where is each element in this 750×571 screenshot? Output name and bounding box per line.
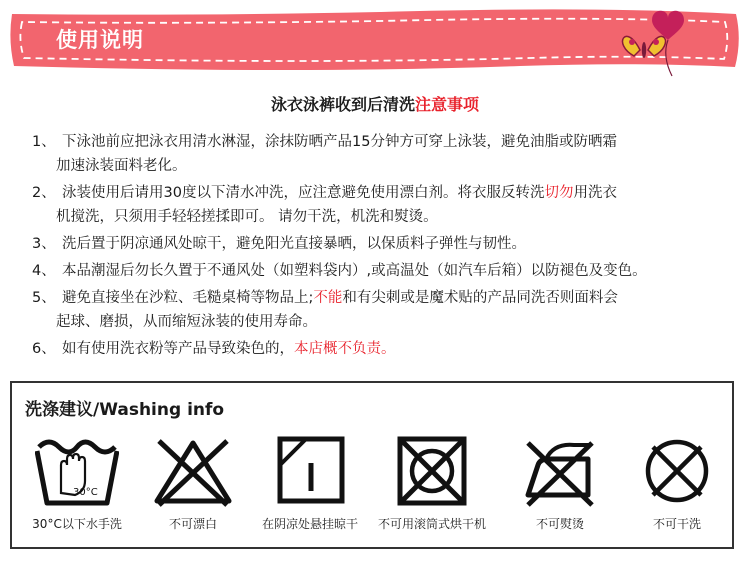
hand-wash-30-icon <box>35 435 119 507</box>
no-iron-icon <box>518 435 602 507</box>
instruction-item-2: 2、 泳装使用后请用30度以下清水冲洗，应注意避免使用漂白剂。将衣服反转洗切勿用洗衣 机搅洗，只须用手轻轻搓揉即可。 请勿干洗，机洗和熨烫。 <box>32 185 617 225</box>
care-item-no-bleach <box>133 435 253 532</box>
care-label-no-bleach: 不可漂白 <box>168 517 217 531</box>
instruction-item-3: 3、 洗后置于阴凉通风处晾干，避免阳光直接暴晒，以保质料子弹性与韧性。 <box>32 236 526 252</box>
instruction-item-5: 5、 避免直接坐在沙粒、毛糙桌椅等物品上;不能和有尖刺或是魔术贴的产品同洗否则面料会 起球、磨损，从而缩短泳装的使用寿命。 <box>32 290 618 330</box>
heading-highlight: 注意事项 <box>415 95 480 114</box>
no-dry-clean-icon <box>635 435 719 507</box>
washing-info-box <box>10 381 734 549</box>
line-dry-shade-icon <box>268 435 352 507</box>
notice-heading <box>0 92 750 115</box>
heading-main: 泳衣泳裤收到后清洗 <box>270 95 415 114</box>
care-label-no-dry-clean: 不可干洗 <box>652 517 701 531</box>
washing-info-title: 洗涤建议/Washing info <box>25 400 225 420</box>
no-tumble-dry-icon <box>390 435 474 507</box>
instruction-item-6: 6、 如有使用洗衣粉等产品导致染色的，本店概不负责。 <box>32 341 396 357</box>
instruction-item-1: 1、 下泳池前应把泳衣用清水淋湿，涂抹防晒产品15分钟方可穿上泳装，避免油脂或防晒霜 加速泳装面料老化。 <box>32 134 617 174</box>
care-label-line-dry-shade: 在阴凉处悬挂晾干 <box>261 517 358 531</box>
care-label-hand-wash: 30°C以下水手洗 <box>32 517 122 531</box>
no-bleach-icon <box>151 435 235 507</box>
care-item-line-dry-shade <box>250 435 370 532</box>
care-label-no-tumble-dry: 不可用滚筒式烘干机 <box>377 517 486 531</box>
instruction-item-4: 4、 本品潮湿后勿长久置于不通风处（如塑料袋内）,或高温处（如汽车后箱）以防褪色及变色。 <box>32 263 647 279</box>
care-label-no-iron: 不可熨烫 <box>535 517 584 531</box>
care-item-no-iron <box>500 435 620 532</box>
care-item-hand-wash <box>17 435 137 532</box>
banner-title: 使用说明 <box>56 28 144 52</box>
care-item-no-dry-clean <box>617 435 737 532</box>
svg-text:30°C: 30°C <box>73 487 98 498</box>
care-item-no-tumble-dry <box>372 435 492 532</box>
care-instructions-list <box>32 130 732 364</box>
